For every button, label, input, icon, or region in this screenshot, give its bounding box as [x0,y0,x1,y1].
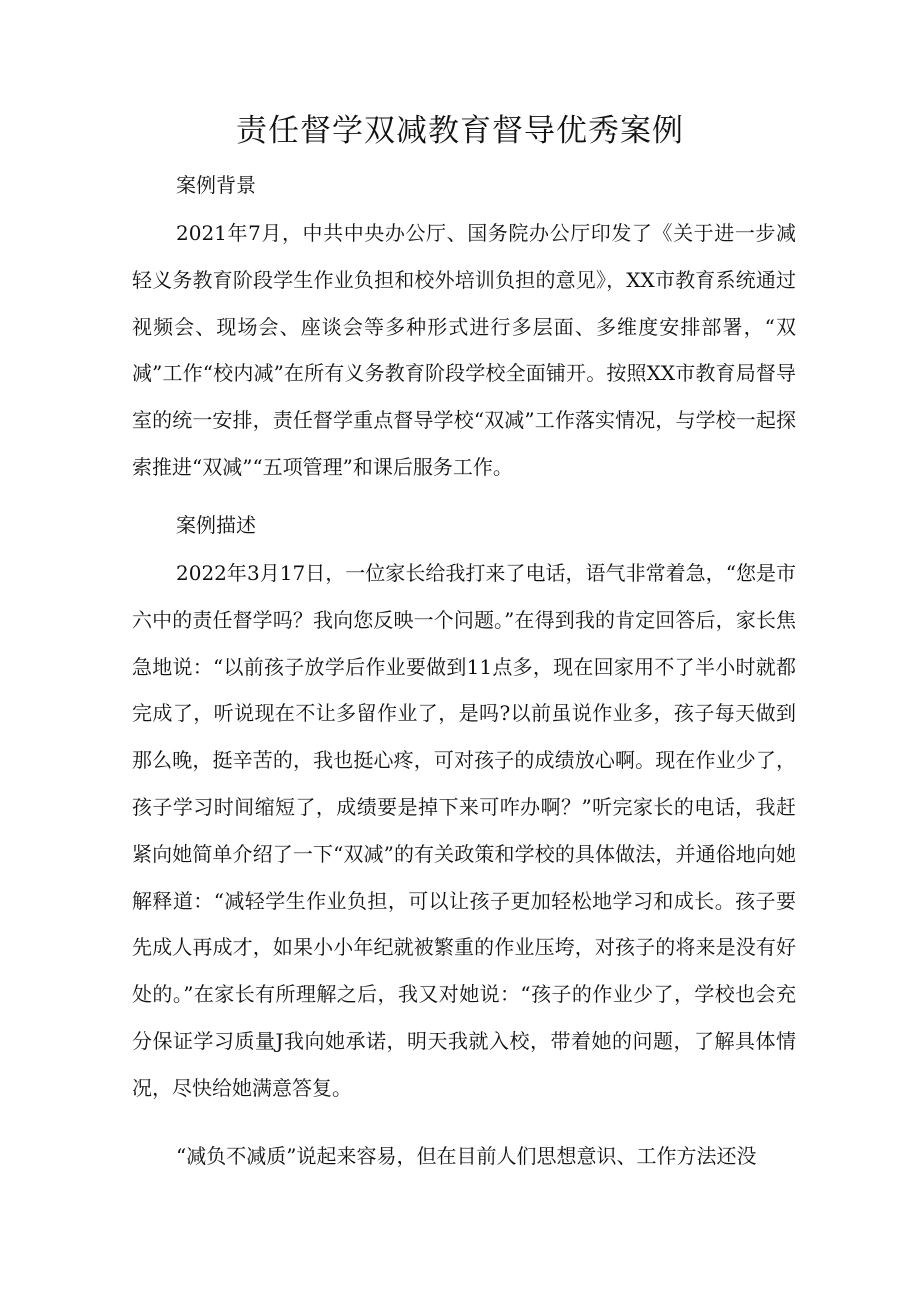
section-paragraph-description: 2022年3月17日，一位家长给我打来了电话，语气非常着急，“您是市六中的责任督学吗？我向您反映一个问题。”在得到我的肯定回答后，家长焦急地说：“以前孩子放学后作业要做到11点多，现在回家用不了半小时就都完成了，听说现在不让多留作业了，是吗?以前虽说作业多，孩子每天做到那么晚，挺辛苦的，我也挺心疼，可对孩子的成绩放心啊。现在作业少了，孩子学习时间缩短了，成绩要是掉下来可咋办啊？”听完家长的电话，我赶紧向她简单介绍了一下“双减”的有关政策和学校的具体做法，并通俗地向她解释道：“减轻学生作业负担，可以让孩子更加轻松地学习和成长。孩子要先成人再成才，如果小小年纪就被繁重的作业压垮，对孩子的将来是没有好处的。”在家长有所理解之后，我又对她说：“孩子的作业少了，学校也会充分保证学习质量J我向她承诺，明天我就入校，带着她的问题，了解具体情况，尽快给她满意答复。 [132,561,796,1100]
section-heading-background: 案例背景 [176,173,256,197]
section-heading-description: 案例描述 [176,513,256,537]
closing-paragraph: “减负不减质”说起来容易，但在目前人们思想意识、工作方法还没 [176,1144,757,1168]
document-title: 责任督学双减教育督导优秀案例 [236,113,684,149]
section-paragraph-background: 2021年7月，中共中央办公厅、国务院办公厅印发了《关于进一步减轻义务教育阶段学生作业负担和校外培训负担的意见》，XX市教育系统通过视频会、现场会、座谈会等多种形式进行多层面、多维度安排部署，“双减”工作“校内减”在所有义务教育阶段学校全面铺开。按照XX市教育局督导室的统一安排，责任督学重点督导学校“双减”工作落实情况，与学校一起探索推进“双减”“五项管理”和课后服务工作。 [132,221,796,479]
